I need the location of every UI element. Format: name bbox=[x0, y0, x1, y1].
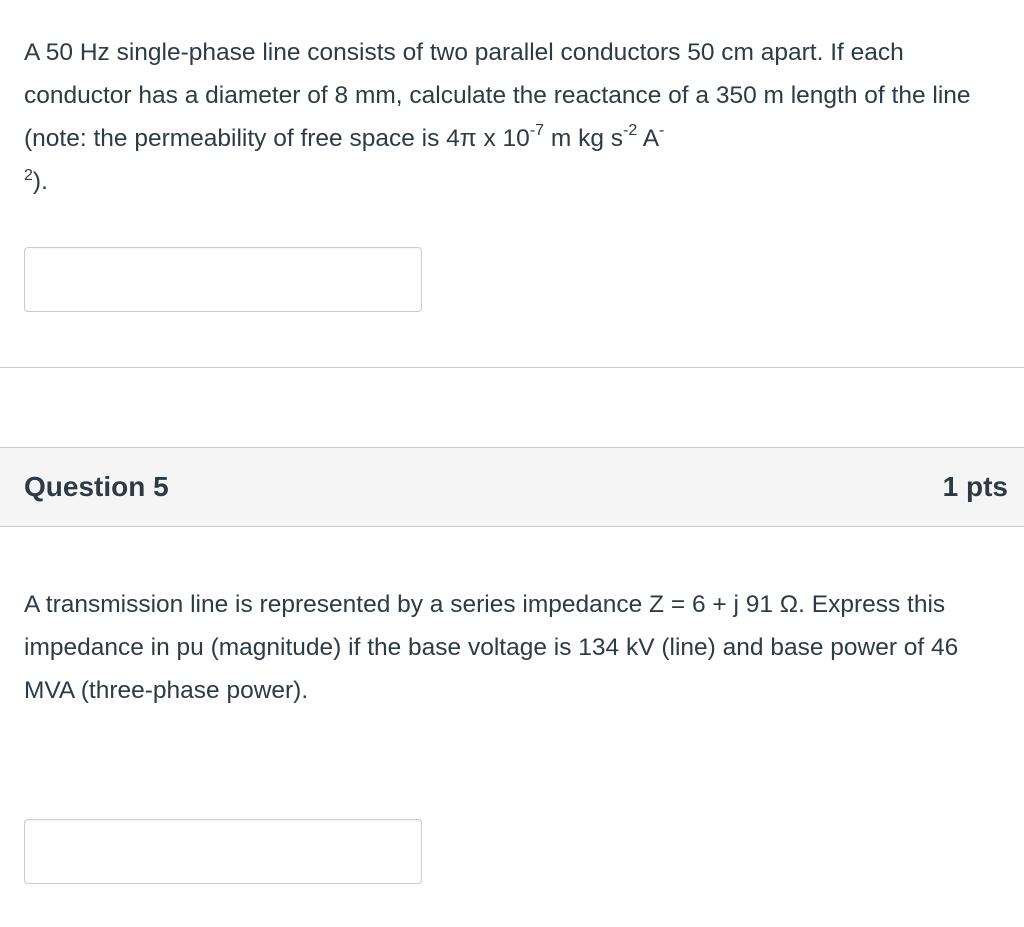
question-points: 1 pts bbox=[942, 471, 1008, 502]
question-title: Question 5 bbox=[24, 471, 169, 502]
question-4-text-part: A 50 Hz single-phase line consists of two parallel conductors 50 cm apart. If each conductor has a diameter of 8 mm, calculate the reactance of a 350 m length of the line (note: the permeability of free space is 4π x 10 bbox=[24, 39, 971, 152]
answer-input[interactable] bbox=[24, 819, 422, 884]
exponent-superscript: - bbox=[659, 121, 665, 139]
exponent-superscript: -7 bbox=[529, 121, 545, 139]
answer-input[interactable] bbox=[24, 247, 422, 312]
exponent-superscript: -2 bbox=[623, 121, 638, 139]
question-4-text bbox=[24, 31, 999, 203]
question-4-text-part: ). bbox=[32, 168, 48, 195]
question-header bbox=[0, 447, 1024, 527]
question-4-text-part: m kg s bbox=[544, 125, 624, 152]
question-4-text-part: A bbox=[637, 125, 660, 152]
question-5-text: A transmission line is represented by a series impedance Z = 6 + j 91 Ω. Express this impedance in pu (magnitude) if the base voltage is 134 kV (line) and base power of 46 MVA (three-phase power). bbox=[24, 591, 959, 704]
exponent-superscript: 2 bbox=[24, 167, 33, 184]
divider bbox=[0, 367, 1024, 368]
